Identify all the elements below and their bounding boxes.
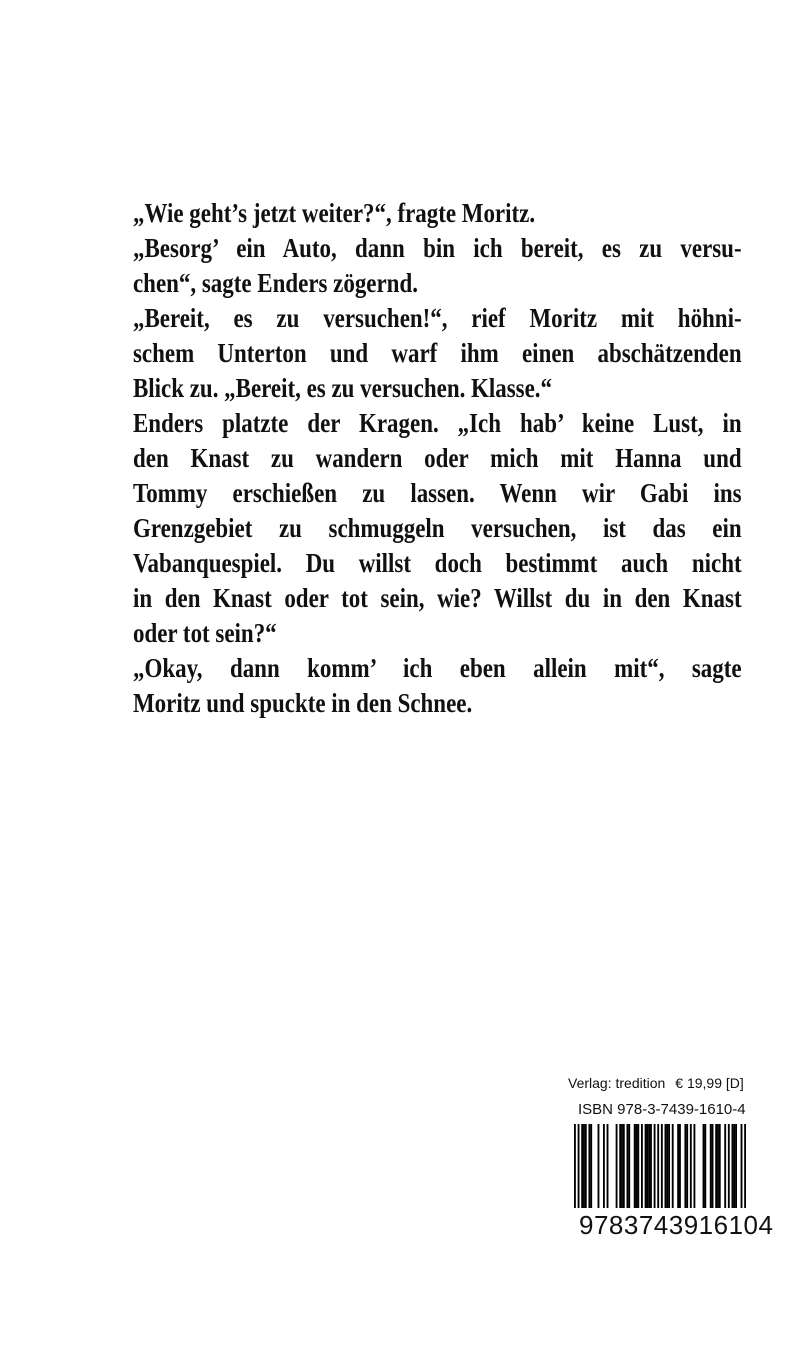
ean-number: 9783743916104 [579,1210,774,1240]
barcode-bar [585,1124,587,1208]
barcode-bar [628,1124,630,1208]
barcode-bar [668,1124,670,1208]
barcode-bar [574,1124,576,1208]
barcode-bar [646,1124,648,1208]
barcode-bar [690,1124,692,1208]
text-line: „Bereit, es zu versuchen!“, rief Moritz mit höhni- [133,303,742,333]
barcode-bar [684,1124,686,1208]
publisher: Verlag: tredition [568,1075,666,1091]
barcode-bar [717,1124,719,1208]
text-line: Blick zu. „Bereit, es zu versuchen. Klasse.“ [133,373,553,403]
text-line: „Okay, dann komm’ ich eben allein mit“, sagte [133,653,742,683]
barcode-bar [616,1124,618,1208]
barcode-bar [598,1124,600,1208]
barcode-bar [603,1124,605,1208]
barcode-bar [715,1124,717,1208]
barcode-bar [627,1124,629,1208]
barcode-bar [590,1124,592,1208]
publisher-price [568,1075,754,1091]
barcode-bar [735,1124,737,1208]
barcode-bar [648,1124,650,1208]
barcode-bar [686,1124,688,1208]
back-cover-text [133,196,793,721]
barcode-bar [637,1124,639,1208]
barcode-bar [657,1124,659,1208]
barcode-bar [710,1124,712,1208]
text-line: in den Knast oder tot sein, wie? Willst du in den Knast [133,583,742,613]
barcode-bar [583,1124,585,1208]
barcode-bar [581,1124,583,1208]
barcode-bar [636,1124,638,1208]
barcode-bar [578,1124,580,1208]
barcode-bar [724,1124,726,1208]
barcode-bar [621,1124,623,1208]
text-line: Tommy erschießen zu lassen. Wenn wir Gabi ins [133,478,742,508]
barcode-bar [634,1124,636,1208]
text-line: Moritz und spuckte in den Schnee. [133,688,473,718]
barcode-bar [741,1124,743,1208]
barcode-bar [703,1124,705,1208]
price: € 19,99 [D] [675,1075,744,1091]
barcode-bar [679,1124,681,1208]
barcode-bar [623,1124,625,1208]
barcode-bars [574,1124,746,1208]
barcode-bar [744,1124,746,1208]
barcode-bar [672,1124,674,1208]
barcode-bar [677,1124,679,1208]
barcode-bar [641,1124,643,1208]
barcode-bar [728,1124,730,1208]
barcode-bar [733,1124,735,1208]
barcode-bar [719,1124,721,1208]
barcode-bar [665,1124,667,1208]
text-line: „Besorg’ ein Auto, dann bin ich bereit, es zu versu- [133,233,742,263]
barcode-bar [588,1124,590,1208]
text-line: „Wie geht’s jetzt weiter?“, fragte Moritz. [133,198,536,228]
text-line: chen“, sagte Enders zögernd. [133,268,418,298]
barcode-bar [666,1124,668,1208]
barcode-bar [650,1124,652,1208]
text-line: oder tot sein?“ [133,618,277,648]
barcode-bar [619,1124,621,1208]
barcode-bar [712,1124,714,1208]
text-line: Enders platzte der Kragen. „Ich hab’ keine Lust, in [133,408,742,438]
barcode-bar [704,1124,706,1208]
barcode-bar [661,1124,663,1208]
barcode-bar [607,1124,609,1208]
barcode-bar [732,1124,734,1208]
barcode-bar [693,1124,695,1208]
text-line: Vabanquespiel. Du willst doch bestimmt auch nicht [133,548,742,578]
text-line: Grenzgebiet zu schmuggeln versuchen, ist das ein [133,513,742,543]
text-line: den Knast zu wandern oder mich mit Hanna und [133,443,742,473]
text-line: schem Unterton und warf ihm einen abschätzenden [133,338,742,368]
barcode-bar [654,1124,656,1208]
isbn-label: ISBN 978-3-7439-1610-4 [578,1101,746,1118]
barcode-bar [645,1124,647,1208]
